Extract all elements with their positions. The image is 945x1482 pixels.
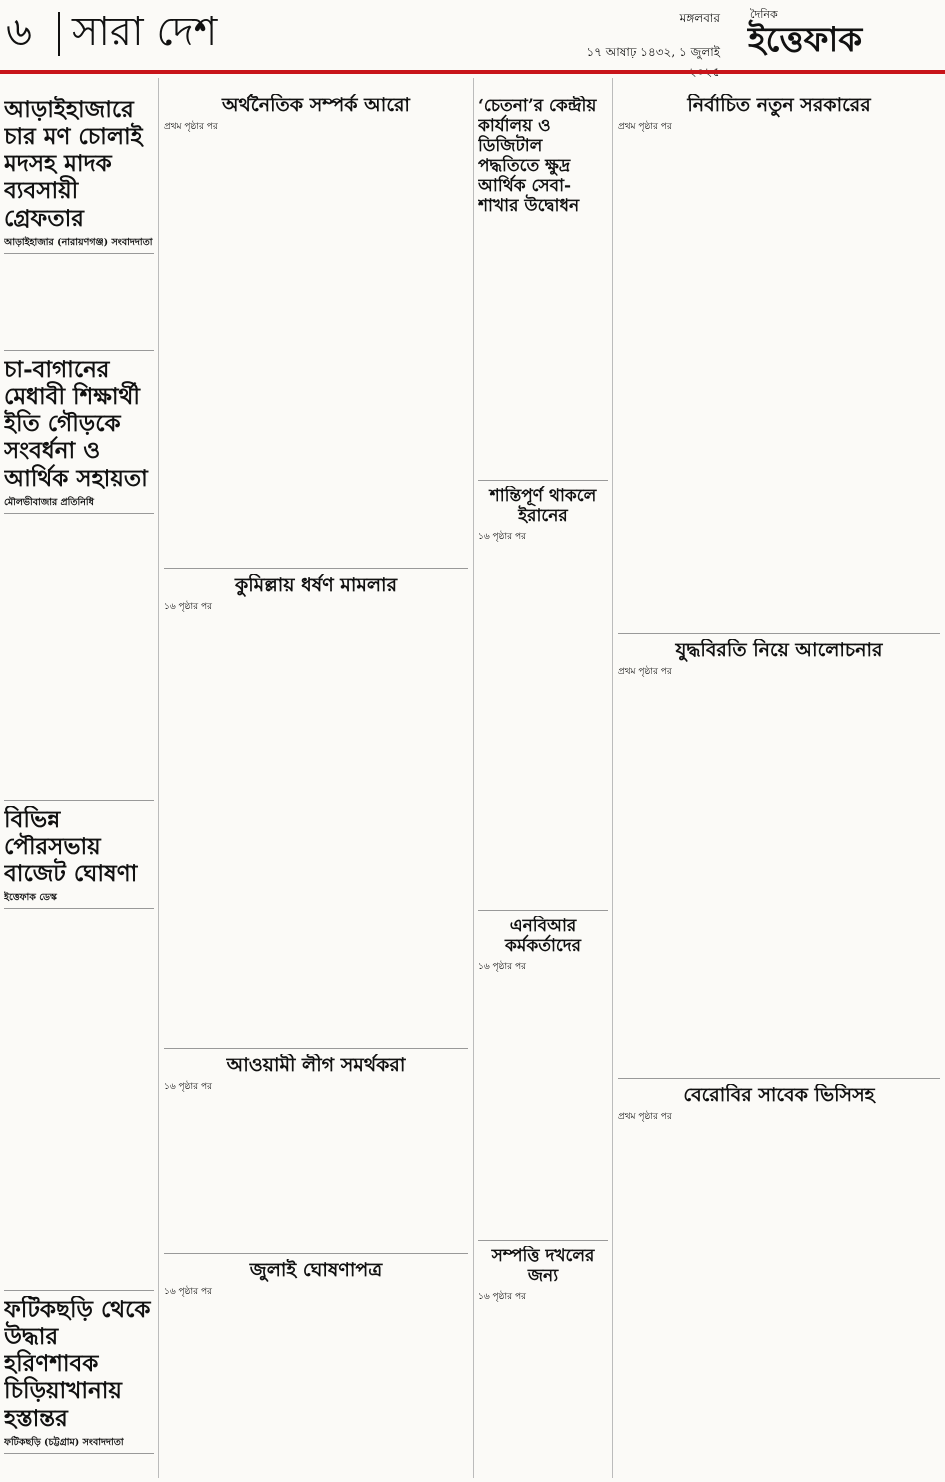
story-july-charter — [164, 1259, 468, 1480]
row-rule — [618, 1078, 940, 1079]
story-headline: সম্পত্তি দখলের জন্য — [491, 1246, 595, 1287]
column-rule — [612, 78, 613, 1478]
story-headline: যুদ্ধবিরতি নিয়ে আলোচনার — [675, 639, 883, 661]
story-headline: আড়াইহাজারে চার মণ চোলাই মদসহ মাদক ব্যবসায়ী গ্রেফতার — [4, 96, 143, 232]
story-headline: শান্তিপূর্ণ থাকলে ইরানের — [489, 486, 597, 527]
issue-day: মঙ্গলবার — [679, 11, 720, 25]
story-iran — [478, 486, 608, 906]
story-headline: বেরোবির সাবেক ভিসিসহ — [683, 1084, 875, 1106]
story-municipal-budget — [4, 806, 154, 1286]
story-byline: ফটিকছড়ি (চট্টগ্রাম) সংবাদদাতা — [4, 1436, 154, 1454]
logo-name: ইত্তেফাক — [748, 20, 863, 60]
story-fatikchhari-deer — [4, 1296, 154, 1480]
story-jump-label: প্রথম পৃষ্ঠার পর — [618, 667, 672, 678]
row-rule — [164, 568, 468, 569]
masthead-divider — [58, 12, 60, 56]
masthead-red-rule — [0, 70, 945, 74]
row-rule — [478, 910, 608, 911]
story-headline: নির্বাচিত নতুন সরকারের — [687, 94, 871, 116]
story-jump-label: ১৬ পৃষ্ঠার পর — [478, 962, 527, 973]
story-brur-former-vc — [618, 1084, 940, 1480]
story-headline: আওয়ামী লীগ সমর্থকরা — [226, 1054, 406, 1076]
story-byline: মৌলভীবাজার প্রতিনিধি — [4, 496, 154, 514]
logo-prefix: দৈনিক — [750, 8, 778, 21]
story-property-grab — [478, 1246, 608, 1480]
story-chetona-office — [478, 96, 608, 476]
row-rule — [4, 350, 154, 351]
story-jump-label: ১৬ পৃষ্ঠার পর — [478, 1292, 527, 1303]
issue-date: ১৭ আষাঢ় ১৪৩২, ১ জুলাই — [586, 45, 720, 59]
story-headline: চা-বাগানের মেধাবী শিক্ষার্থী ইতি গৌড়কে সংবর্ধনা ও আর্থিক সহায়তা — [4, 356, 148, 492]
story-jump-label: প্রথম পৃষ্ঠার পর — [618, 1112, 672, 1123]
section-title: সারা দেশ — [72, 9, 218, 55]
story-jump-label: ১৬ পৃষ্ঠার পর — [164, 1082, 213, 1093]
row-rule — [4, 1290, 154, 1291]
story-jump-label: ১৬ পৃষ্ঠার পর — [164, 1287, 213, 1298]
story-tea-garden-student — [4, 356, 154, 796]
story-awami-league-supporters — [164, 1054, 468, 1249]
story-jump-label: ১৬ পৃষ্ঠার পর — [478, 532, 527, 543]
row-rule — [164, 1048, 468, 1049]
row-rule — [478, 480, 608, 481]
newspaper-logo — [748, 4, 938, 64]
story-economic-ties — [164, 94, 468, 564]
story-byline: আড়াইহাজার (নারায়ণগঞ্জ) সংবাদদাতা — [4, 236, 154, 254]
story-headline: জুলাই ঘোষণাপত্র — [249, 1259, 383, 1281]
story-headline: অর্থনৈতিক সম্পর্ক আরো — [222, 94, 410, 116]
row-rule — [478, 1240, 608, 1241]
story-headline: কুমিল্লায় ধর্ষণ মামলার — [234, 574, 398, 596]
story-headline: বিভিন্ন পৌরসভায় বাজেট ঘোষণা — [4, 806, 138, 888]
story-elected-government — [618, 94, 940, 629]
story-comilla-rape-case — [164, 574, 468, 1044]
story-headline: এনবিআর কর্মকর্তাদের — [504, 916, 582, 957]
column-rule — [158, 78, 159, 1478]
masthead — [0, 0, 945, 80]
story-nbr-officials — [478, 916, 608, 1236]
story-headline: ‘চেতনা’র কেন্দ্রীয় কার্যালয় ও ডিজিটাল পদ্ধতিতে ক্ষুদ্র আর্থিক সেবা-শাখার উদ্বোধন — [478, 96, 597, 217]
row-rule — [4, 800, 154, 801]
row-rule — [164, 1253, 468, 1254]
story-byline: ইত্তেফাক ডেস্ক — [4, 891, 154, 909]
story-jump-label: প্রথম পৃষ্ঠার পর — [164, 122, 218, 133]
story-jump-label: ১৬ পৃষ্ঠার পর — [164, 602, 213, 613]
page-number: ৬ — [6, 9, 33, 55]
column-rule — [473, 78, 474, 1478]
story-araihazar — [4, 96, 154, 346]
story-headline: ফটিকছড়ি থেকে উদ্ধার হরিণশাবক চিড়িয়াখানায় হস্তান্তর — [4, 1296, 151, 1432]
story-jump-label: প্রথম পৃষ্ঠার পর — [618, 122, 672, 133]
row-rule — [618, 633, 940, 634]
story-ceasefire-talks — [618, 639, 940, 1074]
